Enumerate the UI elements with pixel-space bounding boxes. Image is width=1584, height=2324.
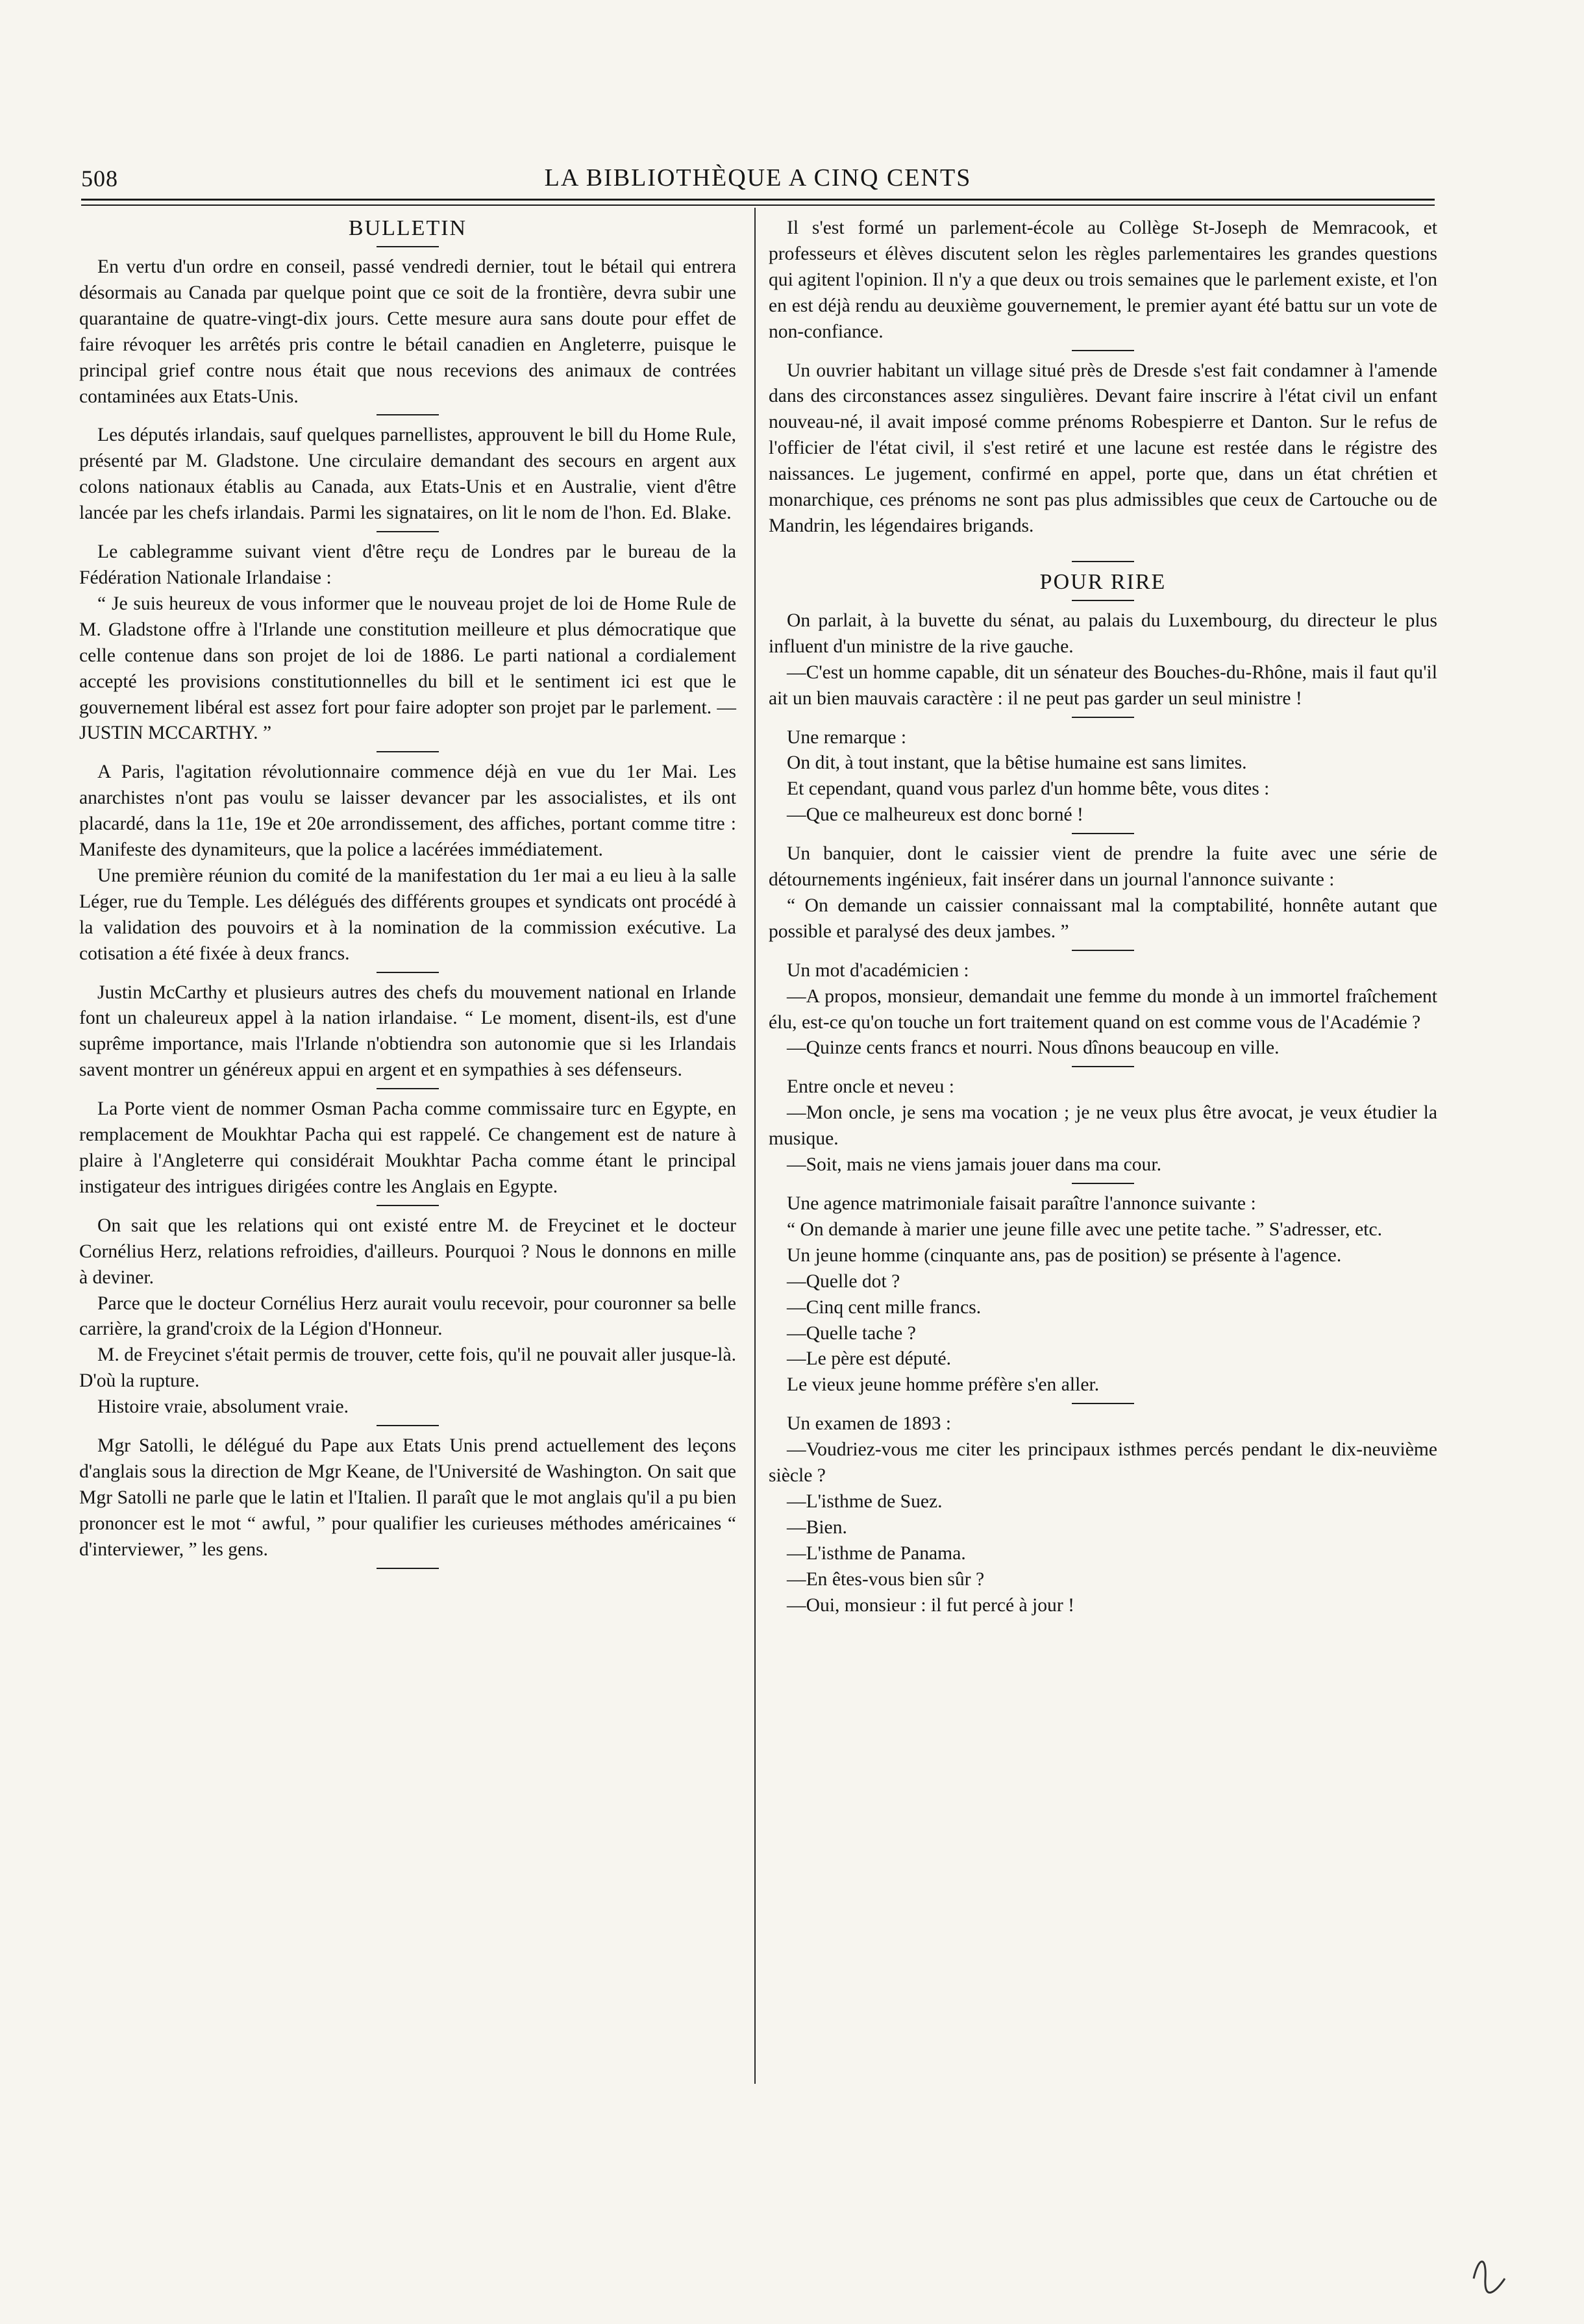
- story-paris-agitation: [79, 760, 736, 967]
- pen-mark-icon: [1459, 2220, 1537, 2298]
- joke-line: Un jeune homme (cinquante ans, pas de position) se présente à l'agence.: [787, 1244, 1342, 1266]
- story-mccarthy-appeal: [79, 980, 736, 1084]
- story-text: Parce que le docteur Cornélius Herz aurait voulu recevoir, pour couronner sa belle carrière, la grand'croix de la Légion d'Honneur.: [79, 1292, 736, 1340]
- story-text: On sait que les relations qui ont existé entre M. de Freycinet et le docteur Cornélius Herz, relations refroidies, d'ailleurs. Pourquoi ? Nous le donnons en mille à deviner.: [79, 1215, 736, 1288]
- joke-line: Entre oncle et neveu :: [787, 1076, 955, 1098]
- joke-separator: [1072, 1066, 1134, 1067]
- story-text: Le cablegramme suivant vient d'être reçu de Londres par le bureau de la Fédération Nationale Irlandaise :: [79, 541, 736, 588]
- joke-line: Un examen de 1893 :: [787, 1413, 952, 1435]
- joke-line: “ On demande un caissier connaissant mal la comptabilité, honnête autant que possible et paralysé des deux jambes. ”: [769, 895, 1437, 942]
- joke-academician: [769, 958, 1437, 1062]
- page-header: [81, 161, 1435, 200]
- joke-line: “ On demande à marier une jeune fille avec une petite tache. ” S'adresser, etc.: [787, 1218, 1382, 1240]
- joke-line: —C'est un homme capable, dit un sénateur des Bouches-du-Rhône, mais il faut qu'il ait un bien mauvais caractère : il ne peut pas garder un seul ministre !: [769, 661, 1437, 709]
- story-dresde-worker: [769, 358, 1437, 539]
- story-separator: [377, 1568, 439, 1569]
- story-separator: [377, 751, 439, 752]
- joke-line: —Le père est député.: [787, 1348, 952, 1370]
- joke-line: —Oui, monsieur : il fut percé à jour !: [787, 1594, 1074, 1616]
- joke-line: —Quelle dot ?: [787, 1270, 900, 1292]
- joke-line: —Que ce malheureux est donc borné !: [787, 804, 1083, 826]
- bulletin-title: BULLETIN: [348, 216, 467, 240]
- story-text: Mgr Satolli, le délégué du Pape aux Etats Unis prend actuellement des leçons d'anglais sous la direction de Mgr Keane, de l'Université de Washington. On sait que Mgr Satolli ne parle que le latin et l'Italien. Il paraît que le mot anglais qu'il a pu bien prononcer est le mot “ awful, ” pour qualifier les curieuses méthodes américaines “ d'interviewer, ” les gens.: [79, 1435, 736, 1560]
- joke-matrimonial-agency: [769, 1191, 1437, 1398]
- joke-line: Le vieux jeune homme préfère s'en aller.: [787, 1374, 1100, 1396]
- joke-line: Une remarque :: [787, 726, 907, 748]
- joke-separator: [1072, 833, 1134, 834]
- joke-line: Un mot d'académicien :: [787, 959, 969, 981]
- story-freycinet-herz: [79, 1213, 736, 1420]
- story-separator: [1072, 350, 1134, 351]
- joke-line: —Mon oncle, je sens ma vocation ; je ne veux plus être avocat, je veux étudier la musique.: [769, 1102, 1437, 1150]
- story-text: Justin McCarthy et plusieurs autres des chefs du mouvement national en Irlande font un chaleureux appel à la nation irlandaise. “ Le moment, disent-ils, est d'une suprême importance, mais l'Irlande n'obtiendra son autonomie que si les Irlandais savent montrer un généreux appui en argent et en sympathies à ses défenseurs.: [79, 982, 736, 1081]
- story-irish-deputies: [79, 423, 736, 526]
- joke-banker: [769, 841, 1437, 945]
- joke-separator: [1072, 950, 1134, 951]
- joke-line: —Quelle tache ?: [787, 1322, 916, 1344]
- story-canada-cattle: [79, 254, 736, 410]
- story-text: Une première réunion du comité de la manifestation du 1er mai a eu lieu à la salle Léger, rue du Temple. Les délégués des différents groupes et syndicats ont procédé à la validation des pouvoirs et à la nomination de la commission exécutive. La cotisation a été fixée à deux francs.: [79, 865, 736, 964]
- joke-line: —A propos, monsieur, demandait une femme du monde à un immortel fraîchement élu, est-ce qu'on touche un fort traitement quand on est comme vous de l'Académie ?: [769, 985, 1437, 1033]
- joke-line: Un banquier, dont le caissier vient de prendre la fuite avec une série de détournements ingénieux, fait insérer dans un journal l'annonce suivante :: [769, 843, 1437, 891]
- story-text: A Paris, l'agitation révolutionnaire commence déjà en vue du 1er Mai. Les anarchistes n'ont pas voulu se laisser devancer par les associalistes, et ils ont placardé, dans la 11e, 19e et 20e arrondissement, des affiches, portant comme titre : Manifeste des dynamiteurs, que la police a lacérées immédiatement.: [79, 761, 736, 861]
- joke-uncle-nephew: [769, 1074, 1437, 1178]
- joke-separator: [1072, 1403, 1134, 1404]
- joke-line: —Quinze cents francs et nourri. Nous dînons beaucoup en ville.: [787, 1037, 1280, 1059]
- story-satolli: [79, 1433, 736, 1563]
- joke-line: Et cependant, quand vous parlez d'un homme bête, vous dites :: [787, 778, 1270, 800]
- story-cablegram: [79, 539, 736, 747]
- story-separator: [377, 1205, 439, 1206]
- section-rule: [1072, 600, 1134, 601]
- story-college-parliament: [769, 216, 1437, 345]
- story-separator: [377, 1425, 439, 1426]
- story-text: La Porte vient de nommer Osman Pacha comme commissaire turc en Egypte, en remplacement de Moukhtar Pacha qui est rappelé. Ce changement est de nature à plaire à l'Angleterre qui considérait Moukhtar Pacha comme étant le principal instigateur des intrigues dirigées contre les Anglais en Egypte.: [79, 1098, 736, 1197]
- joke-1893-exam: [769, 1411, 1437, 1618]
- pour-rire-title: POUR RIRE: [1039, 569, 1167, 594]
- joke-line: On parlait, à la buvette du sénat, au palais du Luxembourg, du directeur le plus influent d'un ministre de la rive gauche.: [769, 610, 1437, 657]
- joke-line: —L'isthme de Suez.: [787, 1490, 943, 1512]
- story-separator: [377, 1088, 439, 1089]
- left-column: [79, 216, 736, 1576]
- joke-line: —Cinq cent mille francs.: [787, 1296, 982, 1318]
- story-text: Un ouvrier habitant un village situé près de Dresde s'est fait condamner à l'amende dans des circonstances assez singulières. Devant faire inscrire à l'état civil un enfant nouveau-né, il avait imposé comme prénoms Robespierre et Danton. Sur le refus de l'officier de l'état civil, il s'est retiré et une lacune est restée dans le régistre des naissances. Le jugement, confirmé en appel, porte que, dans un état chrétien et monarchique, ces prénoms ne sont pas plus admissibles que ceux de Cartouche ou de Mandrin, les légendaires brigands.: [769, 360, 1437, 536]
- story-text: Histoire vraie, absolument vraie.: [97, 1396, 349, 1418]
- quoted-cablegram: “ Je suis heureux de vous informer que le nouveau projet de loi de Home Rule de M. Gladstone offre à l'Irlande une constitution meilleure et plus démocratique que celle contenue dans son projet de loi de 1886. Le parti national a cordialement accepté les provisions constitutionnelles du bill et le sentiment ici est que le gouvernement libéral est assez fort pour faire adopter son projet par le parlement. — JUSTIN MCCARTHY. ”: [79, 593, 736, 744]
- header-double-rule: [81, 199, 1435, 206]
- right-column: [769, 216, 1437, 1619]
- joke-separator: [1072, 717, 1134, 718]
- page-number: 508: [81, 166, 118, 192]
- joke-remark: [769, 725, 1437, 829]
- story-text: Il s'est formé un parlement-école au Collège St-Joseph de Memracook, et professeurs et élèves discutent selon les règles parlementaires les grandes questions qui agitent l'opinion. Il n'y a que deux ou trois semaines que le parlement existe, et l'on en est déjà rendu au deuxième gouvernement, le premier ayant été battu sur un vote de non-confiance.: [769, 217, 1437, 342]
- joke-line: —Bien.: [787, 1516, 847, 1538]
- joke-separator: [1072, 1183, 1134, 1184]
- joke-line: —Voudriez-vous me citer les principaux isthmes percés pendant le dix-neuvième siècle ?: [769, 1439, 1437, 1487]
- story-text: M. de Freycinet s'était permis de trouver, cette fois, qu'il ne pouvait aller jusque-là. D'où la rupture.: [79, 1344, 736, 1392]
- column-divider: [754, 208, 756, 2084]
- joke-line: —L'isthme de Panama.: [787, 1542, 966, 1564]
- story-text: En vertu d'un ordre en conseil, passé vendredi dernier, tout le bétail qui entrera désormais au Canada par quelque point que ce soit de la frontière, devra subir une quarantaine de quatre-vingt-dix jours. Cette mesure aura sans doute pour effet de faire révoquer les arrêtés pris contre le bétail canadien en Angleterre, puisque le principal grief contre nous était que nous recevions des animaux de contrées contaminées aux Etats-Unis.: [79, 256, 736, 407]
- joke-line: —En êtes-vous bien sûr ?: [787, 1568, 985, 1590]
- section-rule: [1072, 561, 1134, 562]
- story-separator: [377, 414, 439, 415]
- story-osman-pacha: [79, 1096, 736, 1200]
- joke-senate: [769, 608, 1437, 712]
- story-text: Les députés irlandais, sauf quelques parnellistes, approuvent le bill du Home Rule, présenté par M. Gladstone. Une circulaire demandant des secours en argent aux colons nationaux établis au Canada, aux Etats-Unis et en Australie, vient d'être lancée par les chefs irlandais. Parmi les signataires, on lit le nom de l'hon. Ed. Blake.: [79, 425, 736, 524]
- joke-line: Une agence matrimoniale faisait paraître l'annonce suivante :: [787, 1193, 1256, 1214]
- running-title: LA BIBLIOTHÈQUE A CINQ CENTS: [544, 164, 972, 192]
- story-separator: [377, 531, 439, 532]
- joke-line: On dit, à tout instant, que la bêtise humaine est sans limites.: [787, 752, 1247, 774]
- story-separator: [377, 972, 439, 973]
- section-rule: [377, 246, 439, 247]
- joke-line: —Soit, mais ne viens jamais jouer dans ma cour.: [787, 1154, 1161, 1176]
